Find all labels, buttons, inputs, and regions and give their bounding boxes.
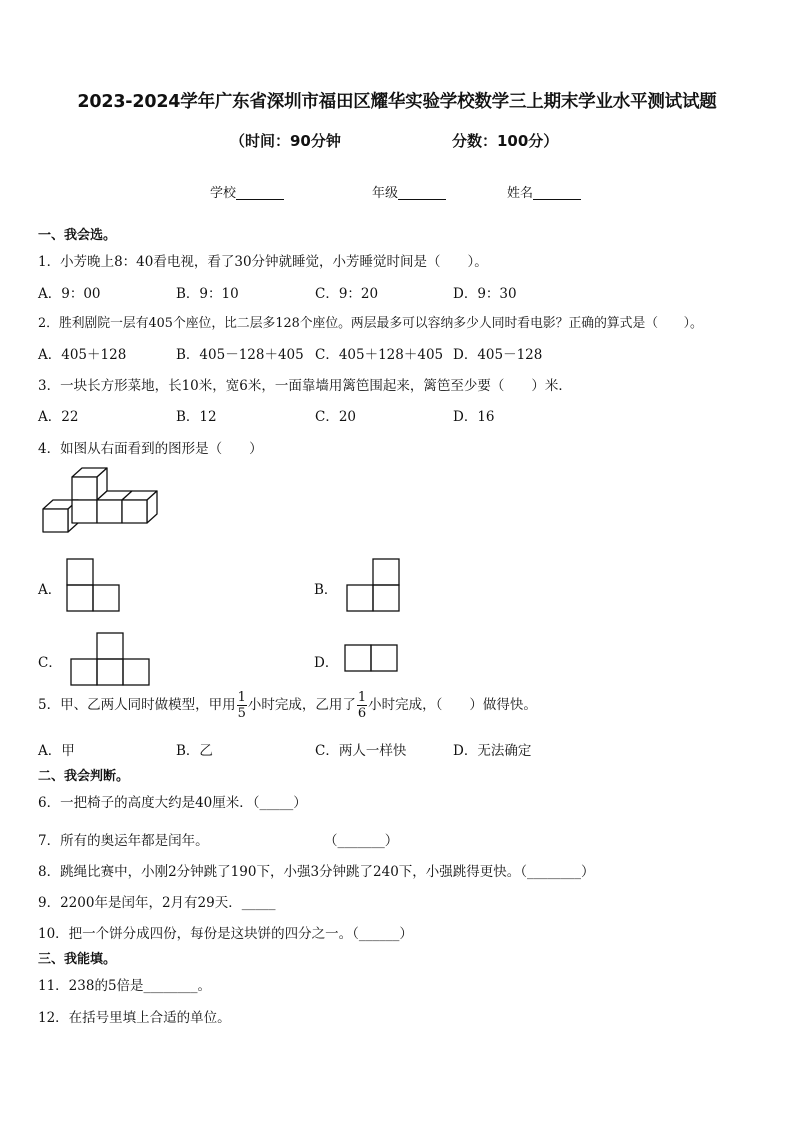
school-blank [236,185,284,200]
page-title: 2023-2024学年广东省深圳市福田区耀华实验学校数学三上期末学业水平测试试题 [77,92,717,112]
grade-field [372,182,446,201]
q5-option-c: C．两人一样快 [315,743,407,759]
q3-option-b: B．12 [176,409,217,425]
question-6: 6．一把椅子的高度大约是40厘米．（_____） [38,795,307,811]
question-4: 4．如图从右面看到的图形是（ ） [38,441,263,457]
question-1: 1．小芳晚上8：40看电视，看了30分钟就睡觉，小芳睡觉时间是（ ）。 [38,254,488,270]
q3-option-d: D．16 [453,409,495,425]
q2-option-b: B．405－128＋405 [176,347,304,363]
q5-fraction-1 [237,691,247,720]
q4-option-d-shape [344,644,398,672]
q2-option-a: A．405＋128 [38,347,127,363]
question-9: 9．2200年是闰年，2月有29天．_____ [38,895,276,911]
question-5 [38,691,537,720]
q5-fraction-2-denominator: 6 [357,706,367,721]
section-heading-1: 一、我会选。 [38,228,117,243]
q3-option-c: C．20 [315,409,357,425]
cube-stack-figure [38,466,158,532]
q1-option-a: A．9：00 [38,286,101,302]
q5-option-b: B．乙 [176,743,213,759]
q4-option-c-shape [70,632,150,686]
q1-option-d: D．9：30 [453,286,517,302]
q5-fraction-1-numerator: 1 [237,690,246,705]
q4-option-a-shape [66,558,120,612]
q4-option-a: A． [38,582,62,598]
question-2: 2．胜利剧院一层有405个座位，比二层多128个座位。两层最多可以容纳多少人同时看电影？正确的算式是（ ）。 [38,316,703,331]
school-field [210,182,284,201]
q5-fraction-1-denominator: 5 [237,706,246,721]
exam-score: 分数：100分） [452,132,559,150]
grade-blank [398,185,446,200]
q4-option-b: B． [314,582,338,598]
exam-time: （时间：90分钟 [230,132,341,150]
question-8: 8．跳绳比赛中，小刚2分钟跳了190下，小强3分钟跳了240下，小强跳得更快。（________） [38,864,595,880]
q5-text-part2: 小时完成，乙用了 [247,697,356,713]
q5-text-part1: 5．甲、乙两人同时做模型，甲用 [38,697,236,713]
q5-option-d: D．无法确定 [453,743,532,759]
question-10: 10．把一个饼分成四份，每份是这块饼的四分之一。（______） [38,926,413,942]
question-3: 3．一块长方形菜地，长10米，宽6米，一面靠墙用篱笆围起来，篱笆至少要（ ）米． [38,378,572,394]
q4-option-c: C． [38,655,62,671]
q5-text-part3: 小时完成，（ ）做得快。 [368,697,537,713]
q7-answer-blank: （_______） [324,833,399,849]
q4-option-b-shape [346,558,400,612]
q3-option-a: A．22 [38,409,79,425]
section-heading-3: 三、我能填。 [38,952,117,967]
question-12: 12．在括号里填上合适的单位。 [38,1010,231,1026]
q1-option-b: B．9：10 [176,286,239,302]
school-label: 学校 [210,186,237,201]
name-blank [533,185,581,200]
q2-option-d: D．405－128 [453,347,543,363]
question-11: 11．238的5倍是________。 [38,978,212,994]
q5-fraction-2-numerator: 1 [357,690,367,705]
question-7: 7．所有的奥运年都是闰年。 [38,833,209,849]
section-heading-2: 二、我会判断。 [38,769,130,784]
q1-option-c: C．9：20 [315,286,379,302]
q5-fraction-2 [357,691,367,720]
grade-label: 年级 [372,186,399,201]
name-field [507,182,581,201]
q2-option-c: C．405＋128＋405 [315,347,444,363]
name-label: 姓名 [507,186,534,201]
q5-option-a: A．甲 [38,743,75,759]
q4-option-d: D． [314,655,339,671]
